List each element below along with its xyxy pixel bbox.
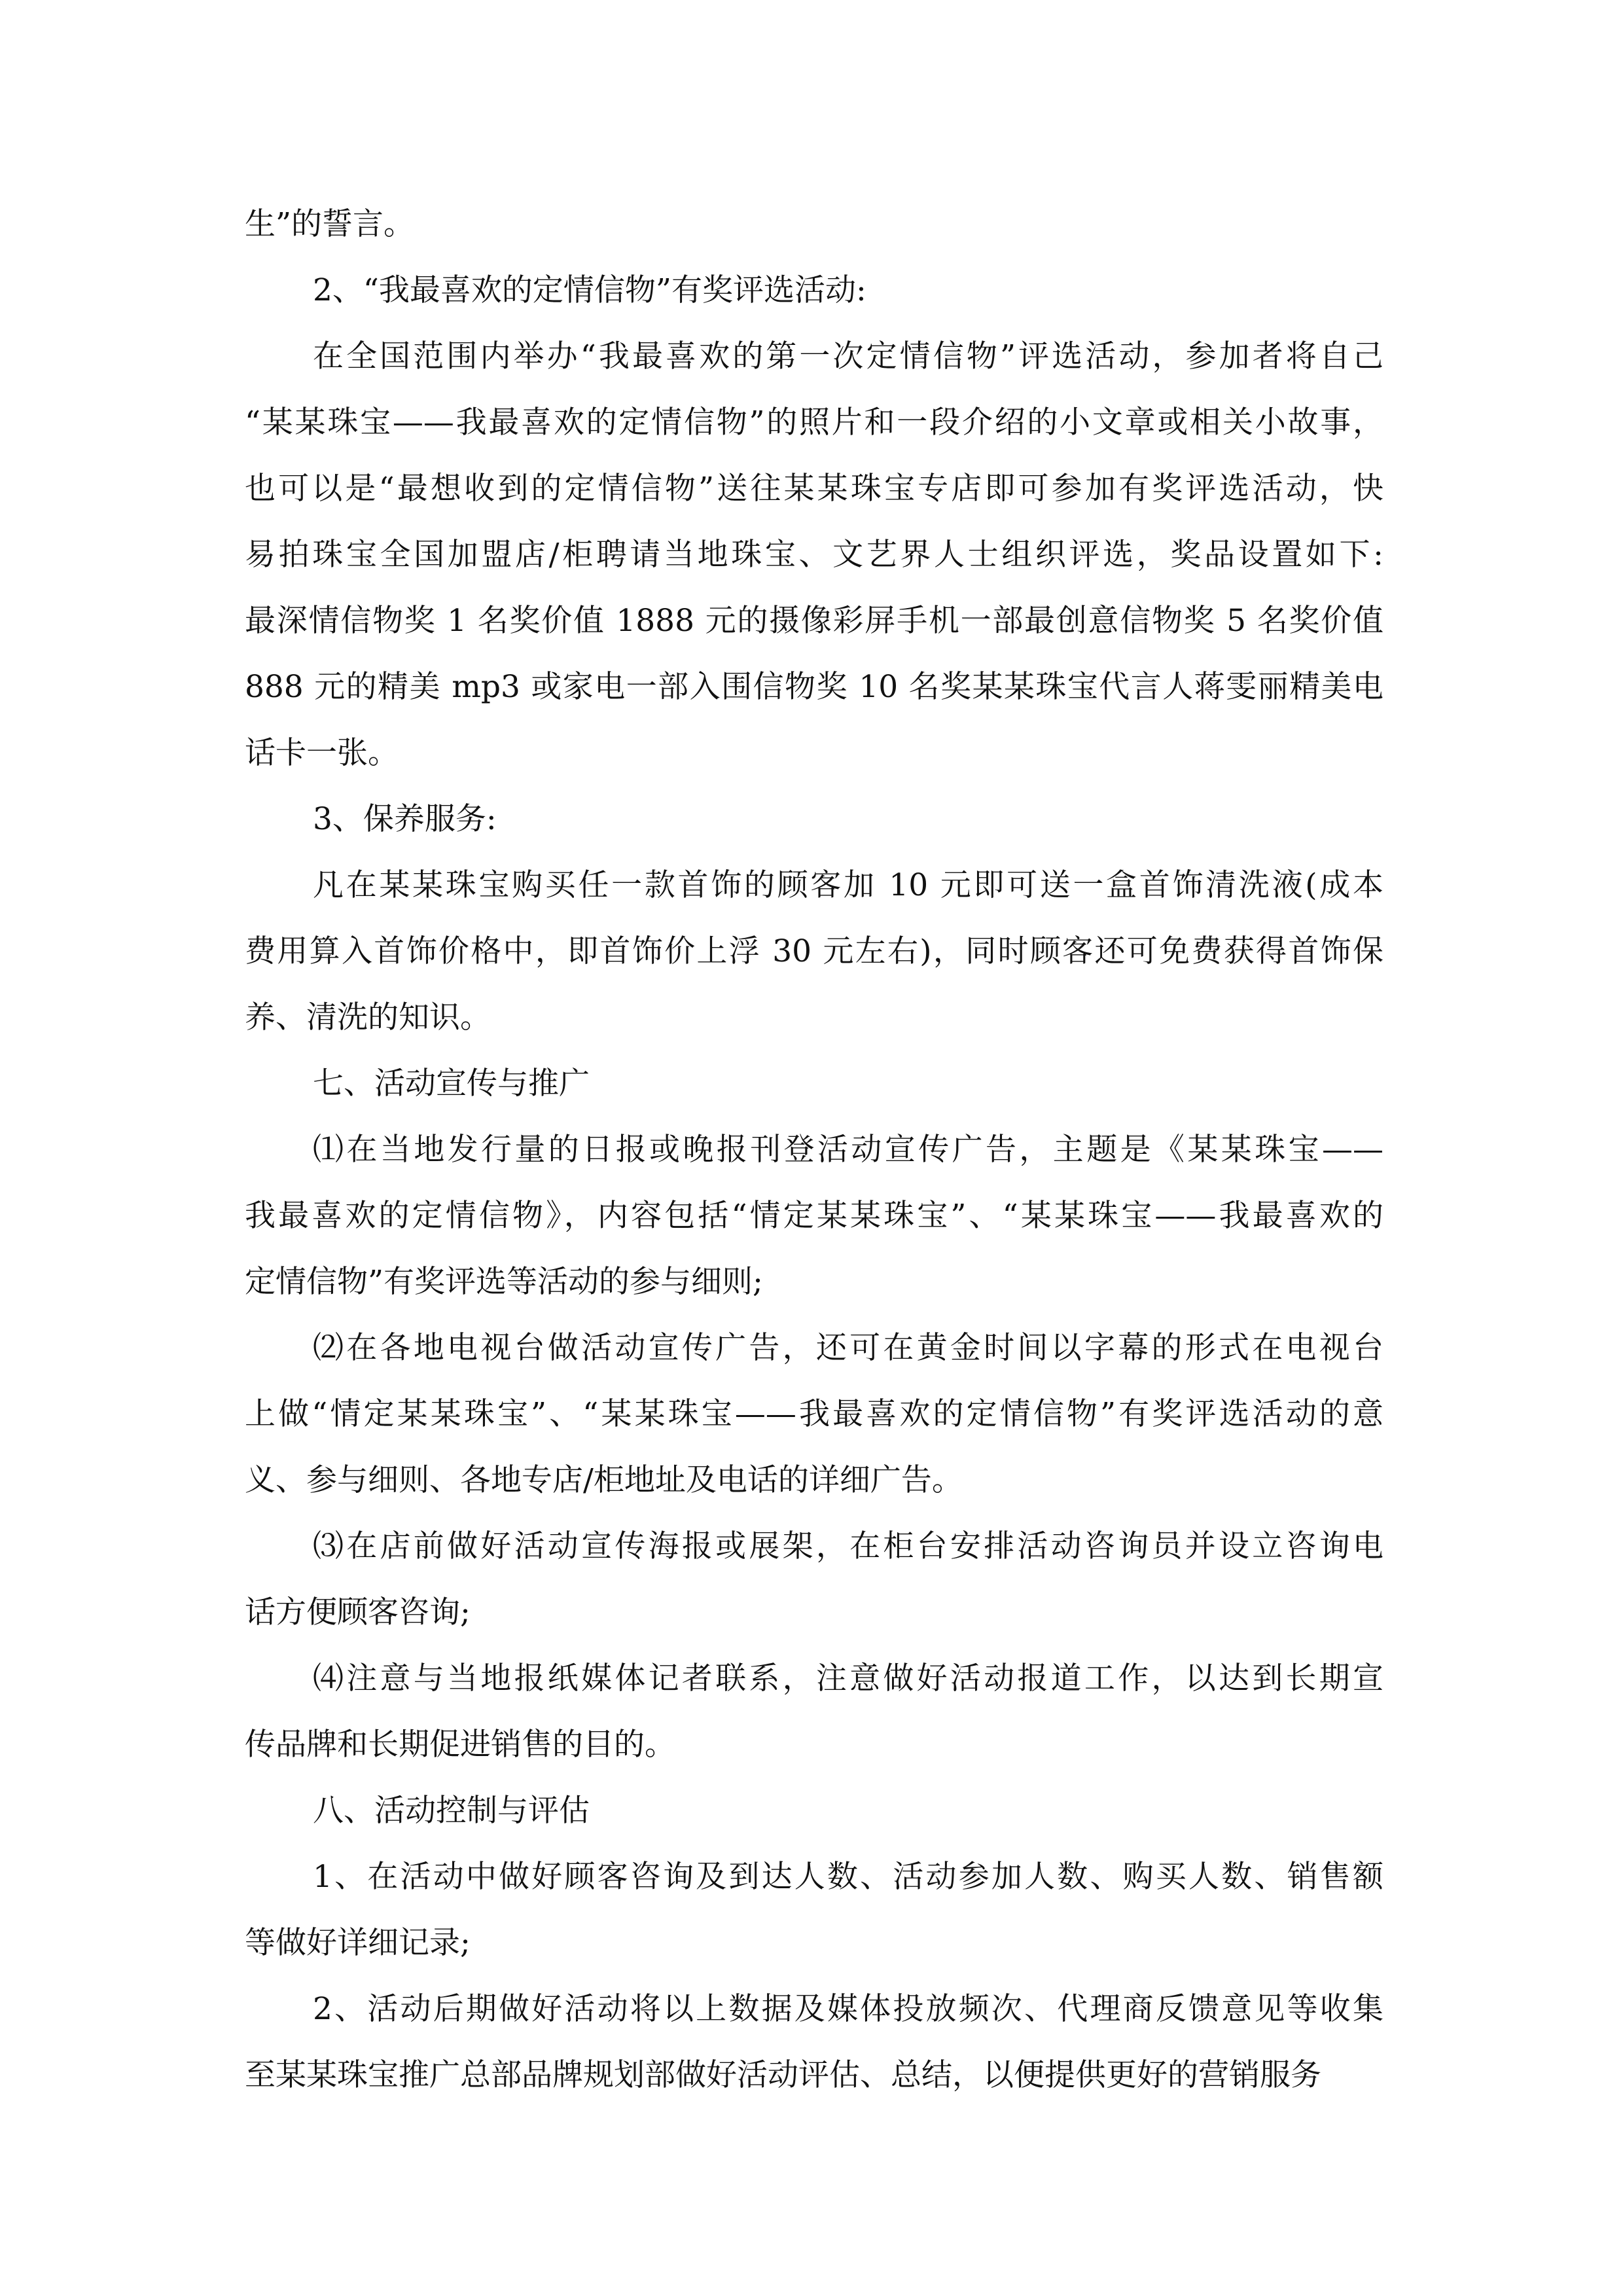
- text-line: 1、在活动中做好顾客咨询及到达人数、活动参加人数、购买人数、销售额: [313, 1859, 1383, 1895]
- paragraph: [245, 1315, 1383, 1513]
- text-line: 2、“我最喜欢的定情信物”有奖评选活动:: [313, 272, 866, 308]
- paragraph: [245, 852, 1383, 1050]
- text-line: “某某珠宝——我最喜欢的定情信物”的照片和一段介绍的小文章或相关小故事，: [245, 404, 1383, 440]
- text-line: 七、活动宣传与推广: [313, 1066, 590, 1102]
- text-line: ⑵在各地电视台做活动宣传广告，还可在黄金时间以字幕的形式在电视台: [313, 1330, 1383, 1366]
- text-line: ⑶在店前做好活动宣传海报或展架，在柜台安排活动咨询员并设立咨询电: [313, 1528, 1383, 1564]
- paragraph: [245, 1976, 1383, 2108]
- text-line: 凡在某某珠宝购买任一款首饰的顾客加 10 元即可送一盒首饰清洗液(成本: [313, 867, 1383, 903]
- text-line: ⑴在当地发行量的日报或晚报刊登活动宣传广告，主题是《某某珠宝——: [313, 1132, 1383, 1168]
- text-line: 在全国范围内举办“我最喜欢的第一次定情信物”评选活动，参加者将自己: [313, 338, 1383, 374]
- text-line: 养、清洗的知识。: [245, 999, 491, 1035]
- text-line: 义、参与细则、各地专店/柜地址及电话的详细广告。: [245, 1462, 963, 1498]
- paragraph: [245, 786, 1383, 852]
- paragraph: [245, 1513, 1383, 1645]
- paragraph: [245, 257, 1383, 323]
- text-line: 2、活动后期做好活动将以上数据及媒体投放频次、代理商反馈意见等收集: [313, 1991, 1383, 2027]
- text-line: 我最喜欢的定情信物》，内容包括“情定某某珠宝”、“某某珠宝——我最喜欢的: [245, 1198, 1383, 1234]
- text-line: 易拍珠宝全国加盟店/柜聘请当地珠宝、文艺界人士组织评选，奖品设置如下:: [245, 537, 1383, 573]
- text-line: 定情信物”有奖评选等活动的参与细则;: [245, 1264, 763, 1300]
- text-line: 最深情信物奖 1 名奖价值 1888 元的摄像彩屏手机一部最创意信物奖 5 名奖价值: [245, 603, 1383, 639]
- text-line: 上做“情定某某珠宝”、“某某珠宝——我最喜欢的定情信物”有奖评选活动的意: [245, 1396, 1383, 1432]
- text-line: 八、活动控制与评估: [313, 1793, 590, 1829]
- text-line: 3、保养服务:: [313, 801, 497, 837]
- text-line: 生”的誓言。: [245, 206, 415, 242]
- text-line: 话方便顾客咨询;: [245, 1594, 471, 1630]
- text-line: 也可以是“最想收到的定情信物”送往某某珠宝专店即可参加有奖评选活动，快: [245, 471, 1383, 507]
- paragraph: [245, 1778, 1383, 1844]
- text-line: 至某某珠宝推广总部品牌规划部做好活动评估、总结，以便提供更好的营销服务: [245, 2057, 1321, 2093]
- text-line: 费用算入首饰价格中，即首饰价上浮 30 元左右)，同时顾客还可免费获得首饰保: [245, 933, 1383, 969]
- paragraph: [245, 1645, 1383, 1778]
- text-line: 话卡一张。: [245, 735, 399, 771]
- paragraph: [245, 1844, 1383, 1976]
- paragraph: [245, 323, 1383, 786]
- text-line: 传品牌和长期促进销售的目的。: [245, 1727, 675, 1763]
- paragraph: [245, 1050, 1383, 1117]
- text-line: ⑷注意与当地报纸媒体记者联系，注意做好活动报道工作，以达到长期宣: [313, 1660, 1383, 1696]
- paragraph: [245, 1117, 1383, 1315]
- text-line: 888 元的精美 mp3 或家电一部入围信物奖 10 名奖某某珠宝代言人蒋雯丽精美电: [245, 669, 1383, 705]
- paragraph: [245, 191, 1383, 257]
- text-line: 等做好详细记录;: [245, 1925, 471, 1961]
- document-body: [245, 191, 1383, 2108]
